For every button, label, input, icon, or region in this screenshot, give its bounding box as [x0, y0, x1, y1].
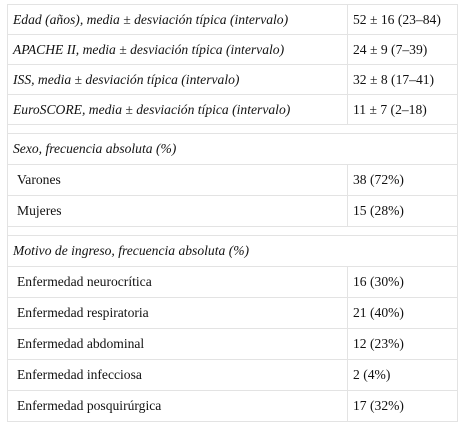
- row-label: Mujeres: [8, 196, 348, 227]
- row-label: Enfermedad infecciosa: [8, 360, 348, 391]
- table-row: [8, 267, 458, 298]
- row-value: 12 (23%): [348, 329, 458, 360]
- section-header-sexo: Sexo, frecuencia absoluta (%): [8, 134, 458, 165]
- table-row: [8, 5, 458, 35]
- row-label: Varones: [8, 165, 348, 196]
- spacer-row: [8, 125, 458, 134]
- row-value: 52 ± 16 (23–84): [348, 5, 458, 35]
- table-row: [8, 196, 458, 227]
- table-row: [8, 391, 458, 422]
- row-label: ISS, media ± desviación típica (intervalo): [8, 65, 348, 95]
- section-header-motivo: Motivo de ingreso, frecuencia absoluta (%): [8, 236, 458, 267]
- row-label: Enfermedad posquirúrgica: [8, 391, 348, 422]
- section-header-row: [8, 236, 458, 267]
- row-label: EuroSCORE, media ± desviación típica (intervalo): [8, 95, 348, 125]
- table-row: [8, 298, 458, 329]
- section-header-row: [8, 134, 458, 165]
- row-label: Edad (años), media ± desviación típica (intervalo): [8, 5, 348, 35]
- spacer-cell: [8, 125, 458, 134]
- row-value: 11 ± 7 (2–18): [348, 95, 458, 125]
- row-value: 17 (32%): [348, 391, 458, 422]
- row-value: 21 (40%): [348, 298, 458, 329]
- row-value: 32 ± 8 (17–41): [348, 65, 458, 95]
- demographics-table: [7, 4, 458, 422]
- table-row: [8, 35, 458, 65]
- row-value: 38 (72%): [348, 165, 458, 196]
- table-row: [8, 329, 458, 360]
- row-label: Enfermedad respiratoria: [8, 298, 348, 329]
- spacer-row: [8, 227, 458, 236]
- row-value: 24 ± 9 (7–39): [348, 35, 458, 65]
- row-label: Enfermedad neurocrítica: [8, 267, 348, 298]
- table-row: [8, 165, 458, 196]
- table-row: [8, 65, 458, 95]
- row-label: Enfermedad abdominal: [8, 329, 348, 360]
- table-row: [8, 360, 458, 391]
- spacer-cell: [8, 227, 458, 236]
- row-label: APACHE II, media ± desviación típica (intervalo): [8, 35, 348, 65]
- table-row: [8, 95, 458, 125]
- row-value: 15 (28%): [348, 196, 458, 227]
- row-value: 2 (4%): [348, 360, 458, 391]
- row-value: 16 (30%): [348, 267, 458, 298]
